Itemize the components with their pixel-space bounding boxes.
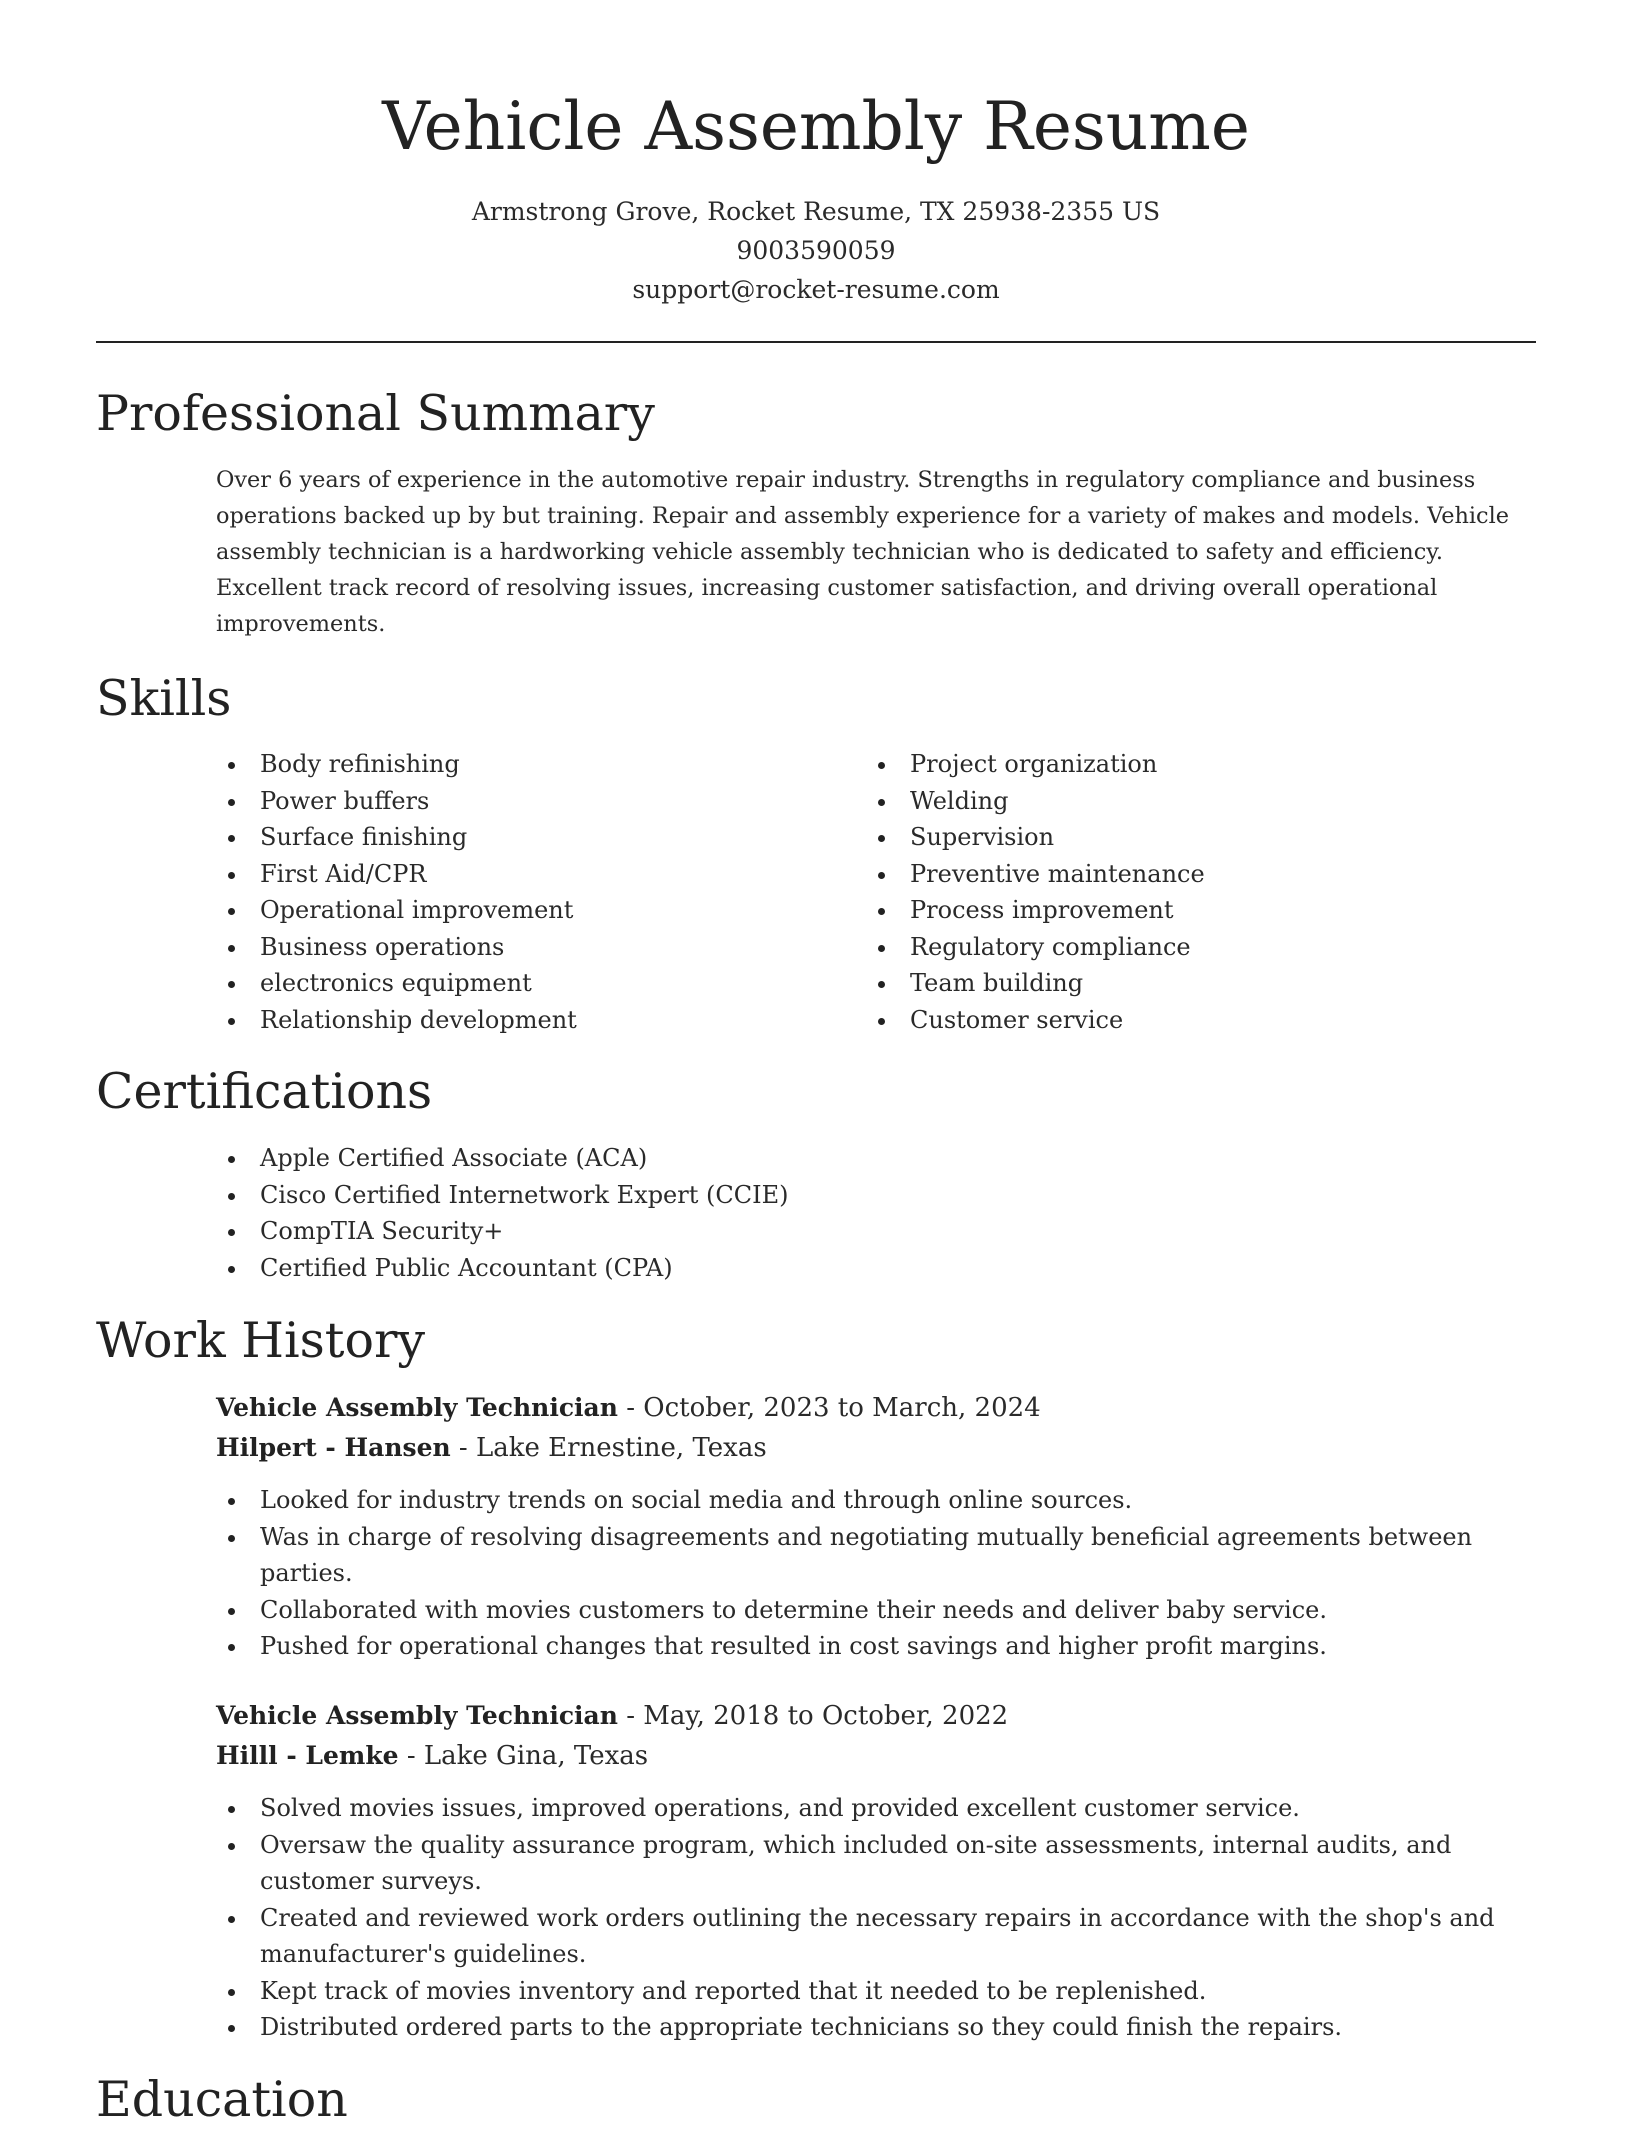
summary-text: Over 6 years of experience in the automotive repair industry. Strengths in regulatory compliance and business operations backed up by but training. Repair and assembly experience for a variety of makes and models. Vehicle assembly technician is a hardworking vehicle assembly technician who is dedicated to safety and efficiency. Excellent track record of resolving issues, increasing customer satisfaction, and driving overall operational improvements. — [216, 467, 1509, 637]
skill-item: Process improvement — [866, 892, 1466, 929]
skill-item: electronics equipment — [216, 965, 816, 1002]
job-company: Hilll - Lemke — [216, 1741, 399, 1770]
contact-block — [0, 192, 1632, 309]
certification-item: Cisco Certified Internetwork Expert (CCIE) — [216, 1177, 1516, 1214]
job-bullet: Was in charge of resolving disagreements and negotiating mutually beneficial agreements between parties. — [216, 1519, 1536, 1592]
job-bullets — [216, 1790, 1536, 2046]
certification-item: Certified Public Accountant (CPA) — [216, 1250, 1516, 1287]
contact-phone: 9003590059 — [736, 236, 896, 265]
job-bullet: Created and reviewed work orders outlining the necessary repairs in accordance with the shop's and manufacturer's guidelines. — [216, 1900, 1536, 1973]
job-bullet: Collaborated with movies customers to determine their needs and deliver baby service. — [216, 1592, 1536, 1629]
skill-item: Operational improvement — [216, 892, 816, 929]
skill-item: Welding — [866, 783, 1466, 820]
certifications-heading: Certifications — [96, 1063, 433, 1120]
certification-item: CompTIA Security+ — [216, 1213, 1516, 1250]
job-company-line — [216, 1428, 767, 1468]
job-bullet: Kept track of movies inventory and reported that it needed to be replenished. — [216, 1973, 1536, 2010]
skill-item: Business operations — [216, 929, 816, 966]
job-dates: - May, 2018 to October, 2022 — [617, 1701, 1009, 1731]
summary-heading: Professional Summary — [96, 385, 655, 442]
job-bullets — [216, 1482, 1536, 1665]
contact-address: Armstrong Grove, Rocket Resume, TX 25938-2355 US — [471, 197, 1161, 226]
skill-item: Surface finishing — [216, 819, 816, 856]
certification-item: Apple Certified Associate (ACA) — [216, 1140, 1516, 1177]
skill-item: Regulatory compliance — [866, 929, 1466, 966]
job-bullet: Oversaw the quality assurance program, which included on-site assessments, internal audits, and customer surveys. — [216, 1827, 1536, 1900]
skill-item: Project organization — [866, 746, 1466, 783]
skills-list-right — [866, 746, 1466, 1038]
skill-item: Body refinishing — [216, 746, 816, 783]
skill-item: Supervision — [866, 819, 1466, 856]
job-bullet: Solved movies issues, improved operations, and provided excellent customer service. — [216, 1790, 1536, 1827]
skill-item: Team building — [866, 965, 1466, 1002]
job-title: Vehicle Assembly Technician — [216, 1701, 618, 1730]
work-history-heading: Work History — [96, 1312, 426, 1369]
contact-email: support@rocket-resume.com — [632, 275, 1000, 304]
skill-item: Customer service — [866, 1002, 1466, 1039]
resume-title: Vehicle Assembly Resume — [382, 88, 1250, 165]
header-divider — [96, 341, 1536, 343]
job-location: - Lake Ernestine, Texas — [450, 1433, 767, 1463]
job-bullet: Pushed for operational changes that resulted in cost savings and higher profit margins. — [216, 1628, 1536, 1665]
job-company: Hilpert - Hansen — [216, 1433, 451, 1462]
certifications-list — [216, 1140, 1516, 1286]
job-title-line — [216, 1696, 1008, 1736]
job-location: - Lake Gina, Texas — [398, 1741, 649, 1771]
skills-list-left — [216, 746, 816, 1038]
job-company-line — [216, 1736, 648, 1776]
skill-item: Relationship development — [216, 1002, 816, 1039]
skills-heading: Skills — [96, 670, 232, 727]
education-heading: Education — [96, 2071, 348, 2128]
job-dates: - October, 2023 to March, 2024 — [617, 1393, 1041, 1423]
skill-item: First Aid/CPR — [216, 856, 816, 893]
job-title-line — [216, 1388, 1041, 1428]
skill-item: Preventive maintenance — [866, 856, 1466, 893]
skill-item: Power buffers — [216, 783, 816, 820]
job-bullet: Looked for industry trends on social media and through online sources. — [216, 1482, 1536, 1519]
job-title: Vehicle Assembly Technician — [216, 1393, 618, 1422]
job-bullet: Distributed ordered parts to the appropriate technicians so they could finish the repairs. — [216, 2009, 1536, 2046]
